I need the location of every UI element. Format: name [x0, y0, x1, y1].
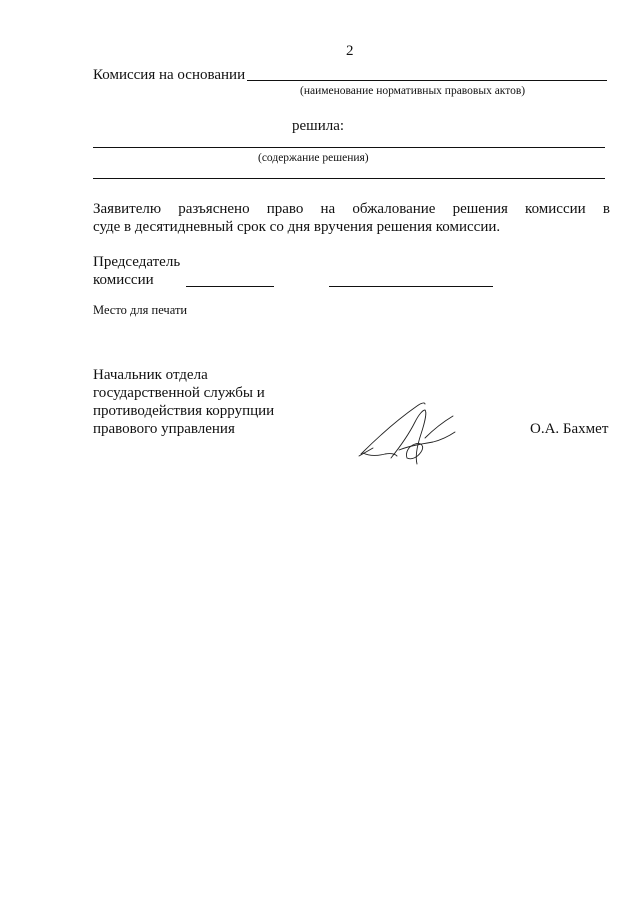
decision-caption: (содержание решения) — [258, 152, 369, 164]
appeal-word: обжалование — [352, 201, 436, 217]
appeal-word: право — [266, 201, 304, 217]
signatory-position-line-4: правового управления — [93, 421, 235, 437]
signatory-name: О.А. Бахмет — [530, 421, 609, 437]
decision-fill-line-1 — [93, 147, 605, 148]
appeal-word: Заявителю — [93, 201, 162, 217]
decided-heading: решила: — [292, 118, 345, 134]
commission-basis-fill-line — [247, 80, 607, 81]
signatory-position-line-1: Начальник отдела — [93, 367, 208, 383]
chairman-signature-line — [186, 286, 274, 287]
commission-basis-label: Комиссия на основании — [93, 67, 246, 83]
signatory-position-line-3: противодействия коррупции — [93, 403, 275, 419]
appeal-word: в — [602, 201, 610, 217]
seal-place-label: Место для печати — [93, 303, 188, 317]
commission-basis-caption: (наименование нормативных правовых актов) — [300, 85, 526, 97]
page-number: 2 — [346, 43, 354, 59]
signatory-position-line-2: государственной службы и — [93, 385, 265, 401]
chairman-name-line — [329, 286, 493, 287]
appeal-word: на — [320, 201, 336, 217]
chairman-label-line-2: комиссии — [93, 272, 154, 288]
decision-fill-line-2 — [93, 178, 605, 179]
chairman-label-line-1: Председатель — [93, 254, 181, 270]
appeal-word: решения — [452, 201, 508, 217]
appeal-notice-line-2: суде в десятидневный срок со дня вручения решения комиссии. — [93, 219, 501, 235]
appeal-word: разъяснено — [178, 201, 250, 217]
handwritten-signature — [355, 398, 465, 466]
appeal-notice-line-1 — [93, 200, 610, 218]
appeal-word: комиссии — [525, 201, 586, 217]
